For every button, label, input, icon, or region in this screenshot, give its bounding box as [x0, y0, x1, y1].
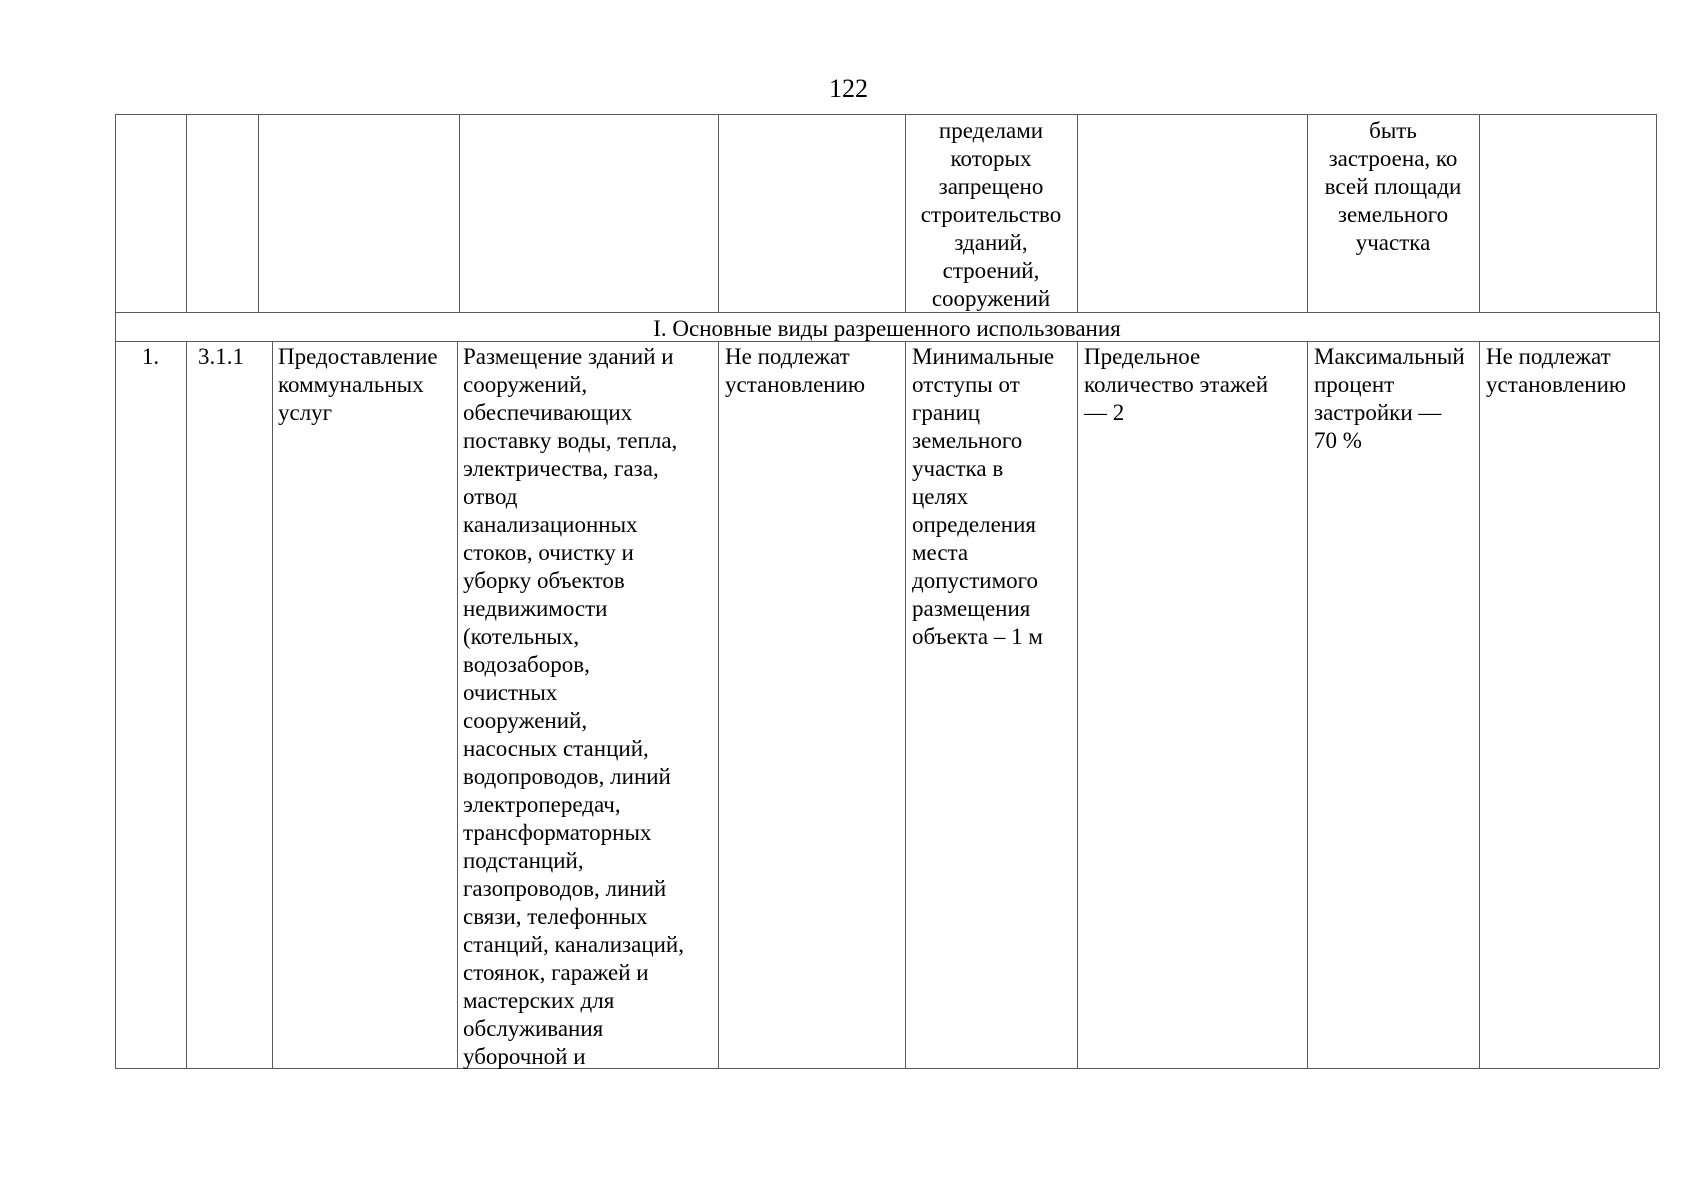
floor-limits: Предельное количество этажей — 2 [1084, 344, 1269, 425]
section-right-border [1659, 312, 1660, 341]
header-col-divider [1479, 114, 1480, 312]
coverage-limits: Максимальный процент застройки — 70 % [1314, 344, 1465, 453]
header-col-divider [186, 114, 187, 312]
row-col-divider [272, 341, 273, 1068]
setback-limits: Минимальные отступы от границ земельного участка в целях определения места допустимого размещения объекта – 1 м [912, 344, 1055, 649]
table-bottom-border [115, 1068, 1659, 1069]
section-title: I. Основные виды разрешенного использования [653, 316, 1121, 341]
page-number: 122 [829, 74, 868, 103]
header-col-divider [718, 114, 719, 312]
row-col-divider [905, 341, 906, 1068]
row-number: 1. [141, 344, 160, 369]
plot-size-limits: Не подлежат установлению [725, 344, 866, 397]
use-name: Предоставление коммунальных услуг [278, 344, 438, 425]
header-cell-coverage: быть застроена, ко всей площади земельного участка [1324, 118, 1462, 255]
row-col-divider [1479, 341, 1480, 1068]
use-description: Размещение зданий и сооружений, обеспечивающих поставку воды, тепла, электричества, газа, отвод канализационных стоков, очистку и уборку объектов недвижимости (котельных, водозаборов, очистных сооружений, насосных станций, водопроводов, линий электропередач, трансформаторных подстанций, газопроводов, линий связи, телефонных станций, канализаций, стоянок, гаражей и мастерских для обслуживания уборочной и [463, 344, 684, 1069]
other-limits: Не подлежат установлению [1486, 344, 1627, 397]
header-col-divider [1077, 114, 1078, 312]
row-col-divider [1077, 341, 1078, 1068]
row-col-divider [718, 341, 719, 1068]
row-col-divider [1307, 341, 1308, 1068]
table-top-border [115, 114, 1656, 115]
header-col-divider [459, 114, 460, 312]
header-col-divider [115, 114, 116, 312]
row-col-divider [186, 341, 187, 1068]
row-col-divider [1659, 341, 1660, 1068]
header-col-divider [258, 114, 259, 312]
row-col-divider [457, 341, 458, 1068]
header-col-divider [1656, 114, 1657, 312]
header-cell-setback: пределами которых запрещено строительство зданий, строений, сооружений [920, 118, 1062, 311]
section-top-border [115, 312, 1659, 313]
row-col-divider [115, 341, 116, 1068]
use-code: 3.1.1 [198, 344, 244, 369]
